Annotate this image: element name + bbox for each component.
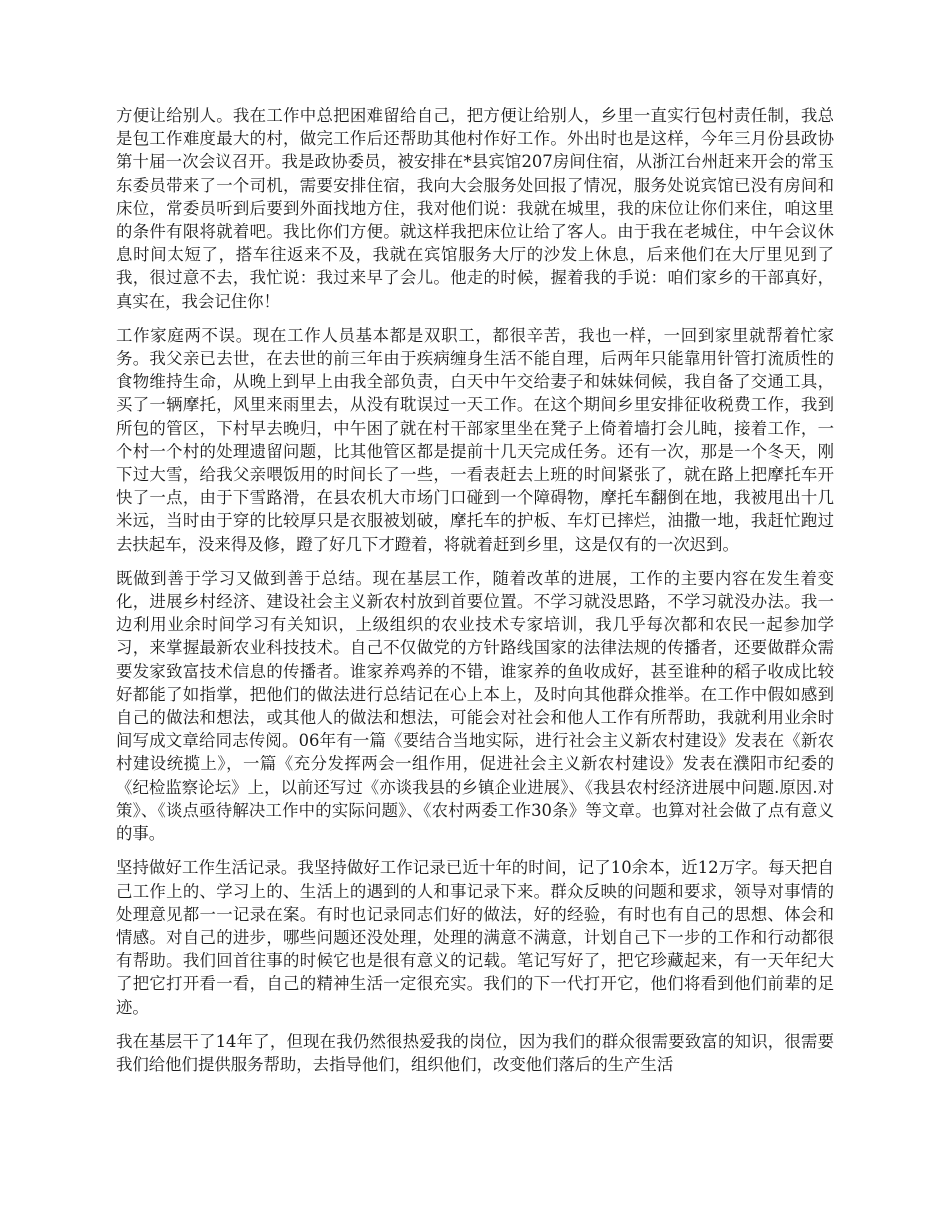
paragraph-help-others: 方便让给别人。我在工作中总把困难留给自己，把方便让给别人，乡里一直实行包村责任制，我总是包工作难度最大的村，做完工作后还帮助其他村作好工作。外出时也是这样，今年三月份县政协第十届一次会议召开。我是政协委员，被安排在*县宾馆207房间住宿，从浙江台州赶来开会的常玉东委员带来了一个司机，需要安排住宿，我向大会服务处回报了情况，服务处说宾馆已没有房间和床位，常委员听到后要到外面找地方住，我对他们说：我就在城里，我的床位让你们来住，咱这里的条件有限将就着吧。我比你们方便。就这样我把床位让给了客人。由于我在老城住，中午会议休息时间太短了，搭车往返来不及，我就在宾馆服务大厅的沙发上休息，后来他们在大厅里见到了我，很过意不去，我忙说：我过来早了会儿。他走的时候，握着我的手说：咱们家乡的干部真好，真实在，我会记住你！ (116, 106, 834, 311)
paragraph-study-summary: 既做到善于学习又做到善于总结。现在基层工作，随着改革的进展，工作的主要内容在发生着变化，进展乡村经济、建设社会主义新农村放到首要位置。不学习就没思路，不学习就没办法。我一边利用业余时间学习有关知识，上级组织的农业技术专家培训，我几乎每次都和农民一起参加学习，来掌握最新农业科技技术。自己不仅做党的方针路线国家的法律法规的传播者，还要做群众需要发家致富技术信息的传播者。谁家养鸡养的不错，谁家养的鱼收成好，甚至谁种的稻子收成比较好都能了如指掌，把他们的做法进行总结记在心上本上，及时向其他群众推举。在工作中假如感到自己的做法和想法，或其他人的做法和想法，可能会对社会和他人工作有所帮助，我就利用业余时间写成文章给同志传阅。06年有一篇《要结合当地实际，进行社会主义新农村建设》发表在《新农村建设统揽上》，一篇《充分发挥两会一组作用，促进社会主义新农村建设》发表在濮阳市纪委的《纪检监察论坛》上，以前还写过《亦谈我县的乡镇企业进展》、《我县农村经济进展中问题.原因.对策》、《谈点亟待解决工作中的实际问题》、《农村两委工作30条》等文章。也算对社会做了点有意义的事。 (116, 568, 834, 844)
paragraph-work-family: 工作家庭两不误。现在工作人员基本都是双职工，都很辛苦，我也一样，一回到家里就帮着忙家务。我父亲已去世，在去世的前三年由于疾病缠身生活不能自理，后两年只能靠用针管打流质性的食物维持生命，从晚上到早上由我全部负责，白天中午交给妻子和妹妹伺候，我自备了交通工具，买了一辆摩托，风里来雨里去，从没有耽误过一天工作。在这个期间乡里安排征收税费工作，我到所包的管区，下村早去晚归，中午困了就在村干部家里坐在凳子上倚着墙打会儿盹，接着工作，一个村一个村的处理遗留问题，比其他管区都是提前十几天完成任务。还有一次，那是一个冬天，刚下过大雪，给我父亲喂饭用的时间长了一些，一看表赶去上班的时间紧张了，就在路上把摩托车开快了一点，由于下雪路滑，在县农机大市场门口碰到一个障碍物，摩托车翻倒在地，我被甩出十几米远，当时由于穿的比较厚只是衣服被划破，摩托车的护板、车灯已摔烂，油撒一地，我赶忙跑过去扶起车，没来得及修，蹬了好几下才蹬着，将就着赶到乡里，这是仅有的一次迟到。 (116, 325, 834, 554)
paragraph-grassroots-years: 我在基层干了14年了，但现在我仍然很热爱我的岗位，因为我们的群众很需要致富的知识，很需要我们给他们提供服务帮助，去指导他们，组织他们，改变他们落后的生产生活 (116, 1031, 834, 1074)
paragraph-work-records: 坚持做好工作生活记录。我坚持做好工作记录已近十年的时间，记了10余本，近12万字。每天把自己工作上的、学习上的、生活上的遇到的人和事记录下来。群众反映的问题和要求，领导对事情的处理意见都一一记录在案。有时也记录同志们好的做法，好的经验，有时也有自己的思想、体会和情感。对自己的进步，哪些问题还没处理，处理的满意不满意，计划自己下一步的工作和行动都很有帮助。我们回首往事的时候它也是很有意义的记载。笔记写好了，把它珍藏起来，有一天年纪大了把它打开看一看，自己的精神生活一定很充实。我们的下一代打开它，他们将看到他们前辈的足迹。 (116, 858, 834, 1017)
document-body (116, 104, 834, 1087)
